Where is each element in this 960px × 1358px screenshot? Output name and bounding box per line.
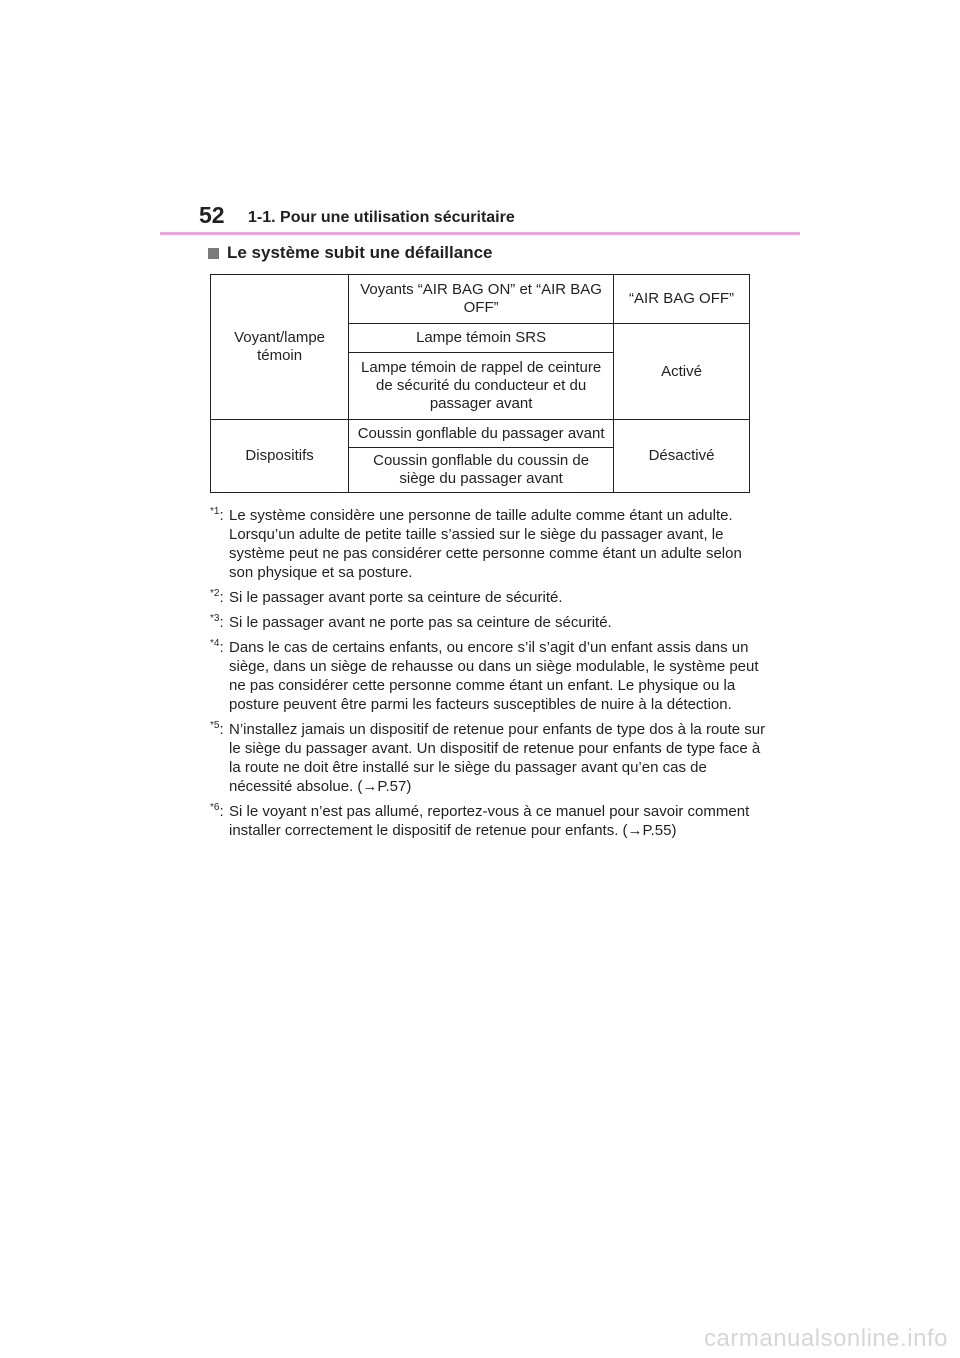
table-row bbox=[211, 275, 750, 324]
status-activated: Activé bbox=[614, 324, 750, 420]
footnote-text: Dans le cas de certains enfants, ou encore s’il s’agit d’un enfant assis dans un siège, dans un siège de rehausse ou dans un siège modulable, le système peut ne pas considérer cette personne comme étant un enfant. Le physique ou la posture peuvent être parmi les facteurs susceptibles de nuire à la détection. bbox=[229, 639, 759, 713]
square-bullet-icon bbox=[208, 248, 219, 259]
watermark: carmanualsonline.info bbox=[704, 1325, 948, 1352]
footnote-text: Le système considère une personne de taille adulte comme étant un adulte. Lorsqu’un adulte de petite taille s’assied sur le siège du passager avant, le système peut ne pas considérer cette personne comme étant un adulte selon son physique et sa posture. bbox=[229, 507, 742, 581]
footnote-marker: $^{*1}$: bbox=[210, 506, 224, 524]
status-table bbox=[210, 274, 750, 493]
footnote-text: Si le voyant n’est pas allumé, reportez-vous à ce manuel pour savoir comment installer correctement le dispositif de retenue pour enfants. (→P.55) bbox=[229, 803, 750, 839]
footnote-marker: $^{*3}$: bbox=[210, 613, 224, 631]
footnote-text: N’installez jamais un dispositif de retenue pour enfants de type dos à la route sur le siège du passager avant. Un dispositif de retenue pour enfants de type face à la route ne doit être installé sur le siège du passager avant qu’en cas de nécessité absolue. (→P.57) bbox=[229, 721, 766, 795]
footnote-marker: $^{*4}$: bbox=[210, 638, 224, 656]
footnote-item bbox=[210, 506, 770, 582]
footnote-text: Si le passager avant porte sa ceinture de sécurité. bbox=[229, 589, 563, 606]
subheading bbox=[208, 242, 492, 264]
footnote-marker: $^{*2}$: bbox=[210, 588, 224, 606]
footnotes bbox=[210, 506, 770, 846]
subheading-text: Le système subit une défaillance bbox=[227, 243, 493, 262]
page-number: 52 bbox=[199, 202, 225, 228]
row-label-indicator: Voyant/lampe témoin bbox=[211, 275, 349, 420]
footnote-text: Si le passager avant ne porte pas sa ceinture de sécurité. bbox=[229, 614, 612, 631]
footnote-item bbox=[210, 638, 770, 714]
col-header-off: “AIR BAG OFF” bbox=[614, 275, 750, 324]
seat-cushion-airbag-cell: Coussin gonflable du coussin de siège du passager avant bbox=[349, 448, 614, 493]
status-deactivated: Désactivé bbox=[614, 420, 750, 493]
row-label-devices: Dispositifs bbox=[211, 420, 349, 493]
col-header-on-off: Voyants “AIR BAG ON” et “AIR BAG OFF” bbox=[349, 275, 614, 324]
footnote-item bbox=[210, 720, 770, 796]
section-title: 1-1. Pour une utilisation sécuritaire bbox=[248, 209, 515, 226]
footnote-marker: $^{*5}$: bbox=[210, 720, 224, 738]
seatbelt-reminder-cell: Lampe témoin de rappel de ceinture de sécurité du conducteur et du passager avant bbox=[349, 353, 614, 420]
table-row bbox=[211, 420, 750, 448]
srs-lamp-cell: Lampe témoin SRS bbox=[349, 324, 614, 353]
footnote-item bbox=[210, 613, 770, 632]
footnote-item bbox=[210, 588, 770, 607]
footnote-marker: $^{*6}$: bbox=[210, 802, 224, 820]
header-rule bbox=[160, 232, 800, 235]
footnote-item bbox=[210, 802, 770, 840]
passenger-airbag-cell: Coussin gonflable du passager avant bbox=[349, 420, 614, 448]
